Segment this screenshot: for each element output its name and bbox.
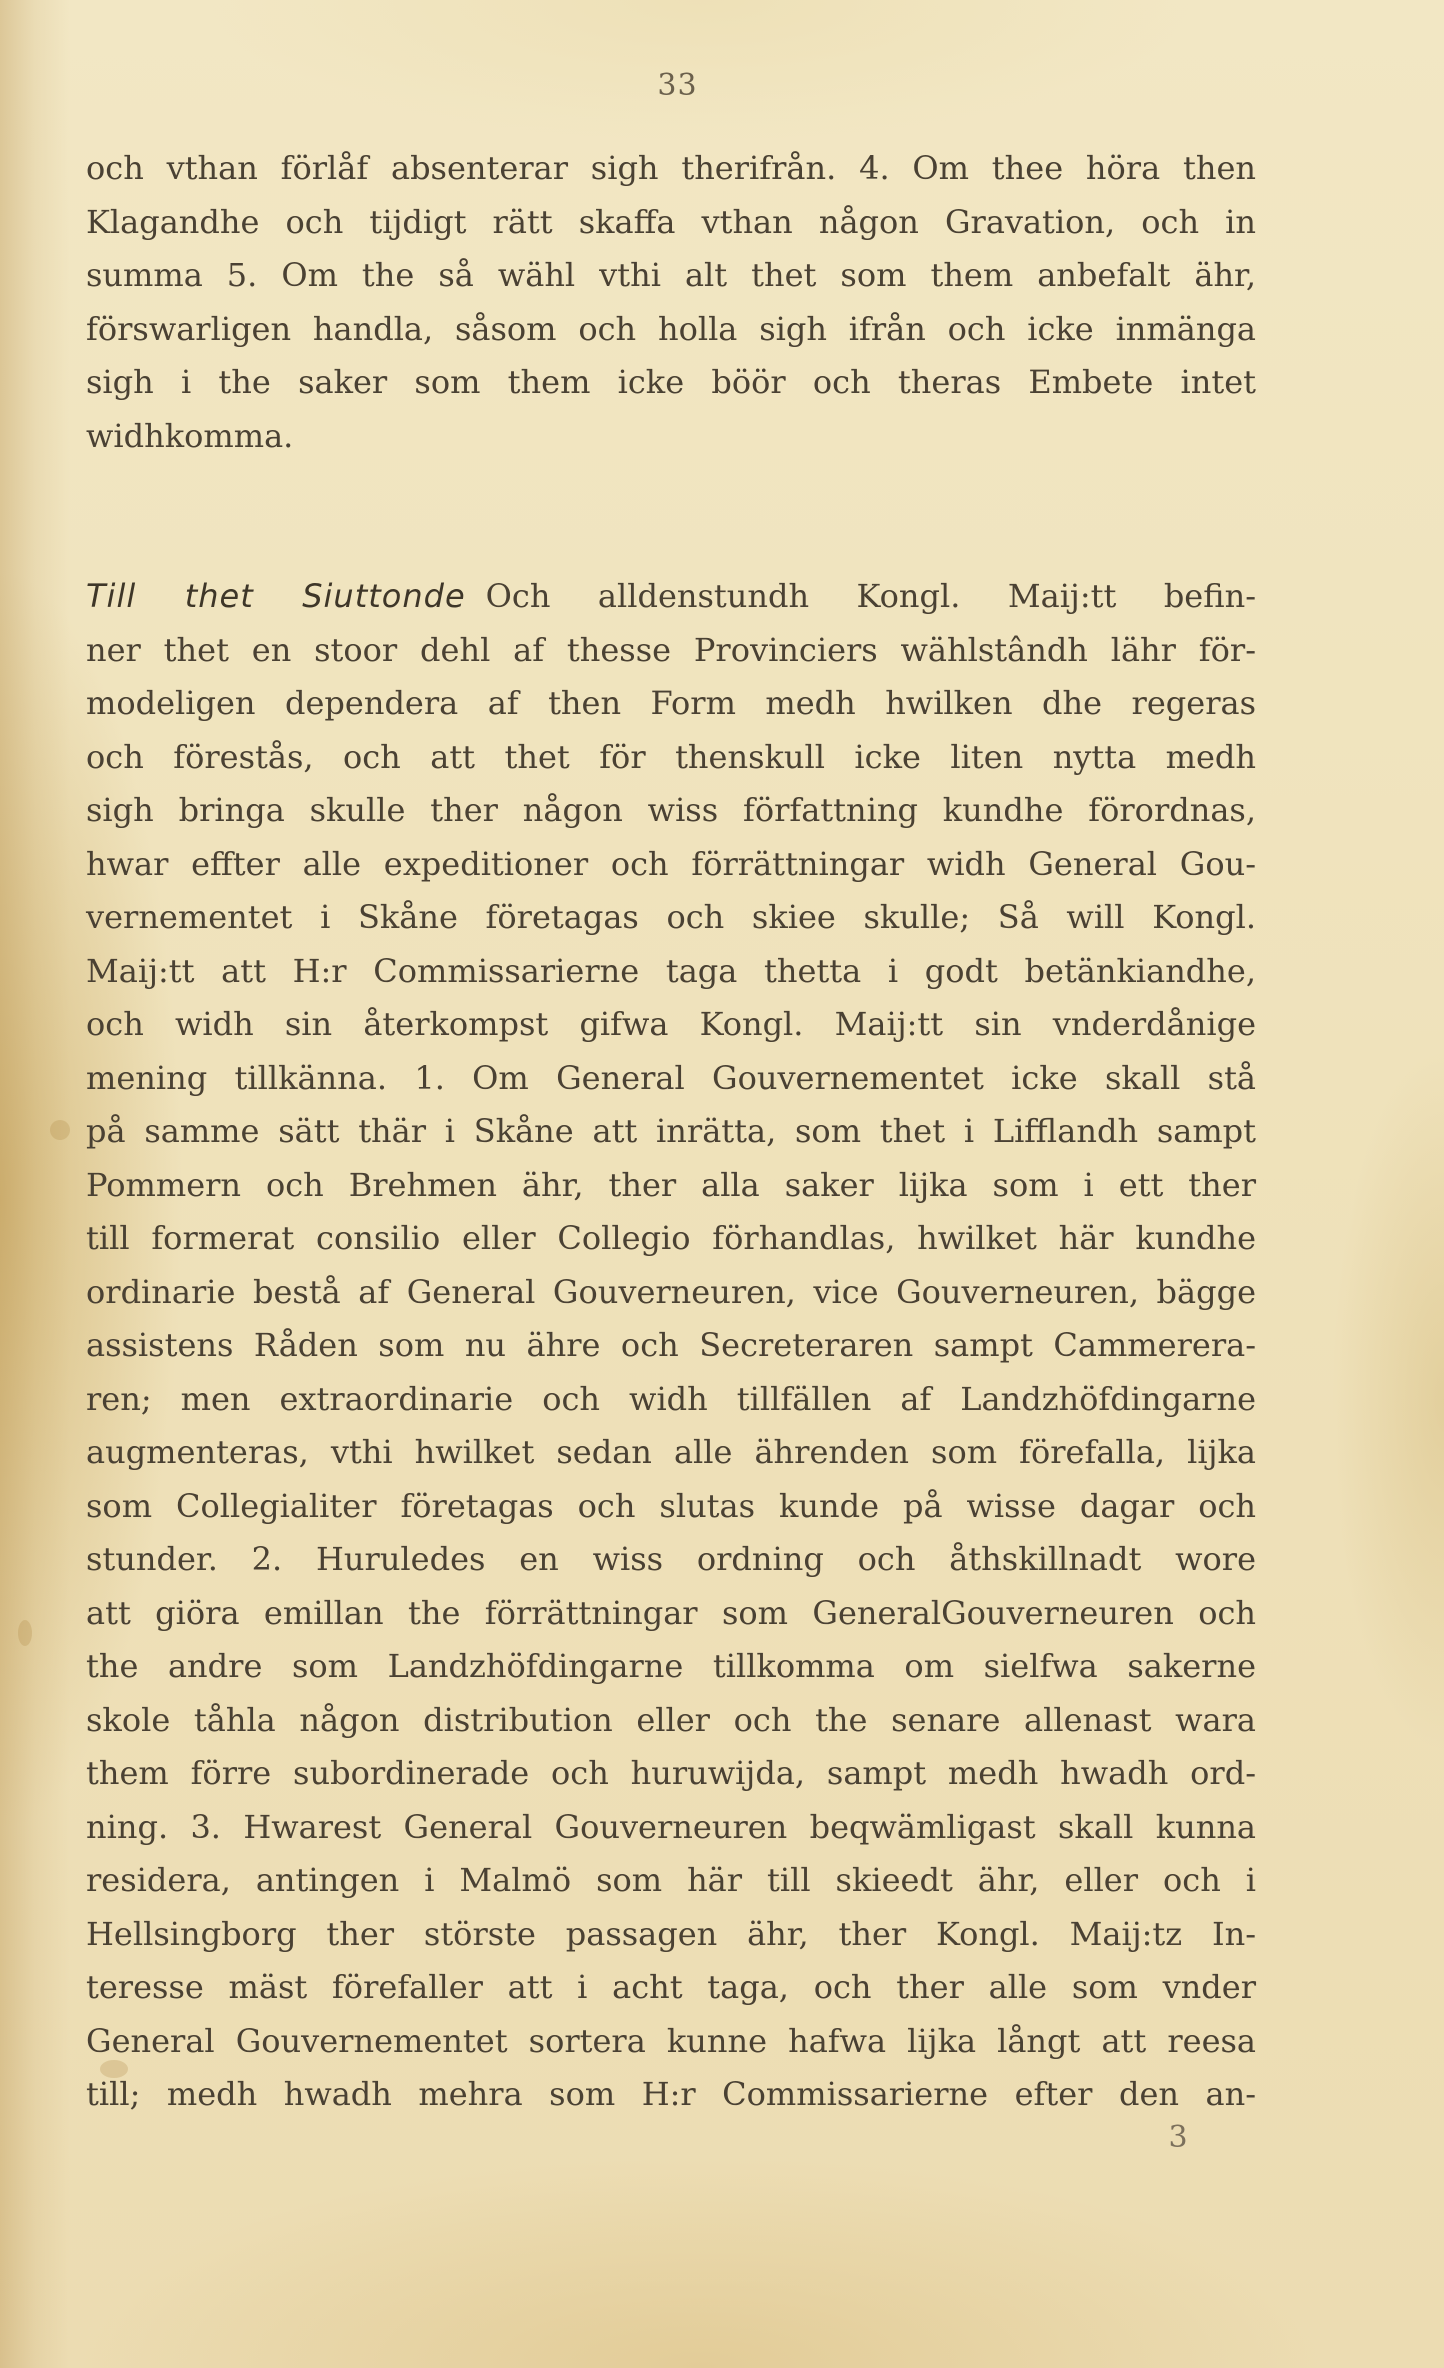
paragraph-line: teresse mäst förefaller att i acht taga, och ther alle som vnder [86,1968,1256,2006]
paragraph-line: sigh bringa skulle ther någon wiss författning kundhe förordnas, [86,791,1256,829]
paragraph-line: ner thet en stoor dehl af thesse Provinciers wählstândh lähr för- [86,630,1256,669]
paragraph-line: att giöra emillan the förrättningar som GeneralGouverneuren och [86,1593,1256,1632]
paragraph-line: widhkomma. [86,416,294,455]
paragraph-line: till formerat consilio eller Collegio förhandlas, hwilket här kundhe [86,1219,1256,1257]
paragraph-line: modeligen dependera af then Form medh hwilken dhe regeras [86,684,1256,722]
paragraph-line: ren; men extraordinarie och widh tillfällen af Landzhöfdingarne [86,1379,1256,1418]
paragraph-line: på samme sätt thär i Skåne att inrätta, som thet i Lifflandh sampt [86,1112,1256,1150]
paragraph-line: ordinarie bestå af General Gouverneuren, vice Gouverneuren, bägge [86,1272,1256,1311]
paragraph-line: hwar effter alle expeditioner och förrättningar widh General Gou- [86,844,1256,883]
paragraph-line: stunder. 2. Huruledes en wiss ordning och åthskillnadt wore [86,1540,1256,1578]
paragraph-line: summa 5. Om the så wähl vthi alt thet som them anbefalt ähr, [86,256,1256,294]
paragraph-line: till; medh hwadh mehra som H:r Commissarierne efter den an- [86,2075,1256,2113]
paragraph-1 [86,142,1256,463]
page-number: 33 [657,68,698,103]
paragraph-line: the andre som Landzhöfdingarne tillkomma om sielfwa sakerne [86,1647,1256,1685]
paragraph-line: assistens Råden som nu ähre och Secreteraren sampt Cammerera- [86,1326,1256,1364]
paragraph-line: sigh i the saker som them icke böör och theras Embete intet [86,363,1256,401]
paragraph-line: skole tåhla någon distribution eller och the senare allenast wara [86,1700,1256,1739]
paragraph-line: och widh sin återkompst gifwa Kongl. Maij:tt sin vnderdånige [86,1005,1256,1043]
paragraph-line: ning. 3. Hwarest General Gouverneuren beqwämligast skall kunna [86,1807,1256,1846]
heading-line-text: Och alldenstundh Kongl. Maij:tt befin- [485,577,1257,615]
page-fold-shadow [0,0,70,2368]
paper-stain [18,1620,32,1646]
paragraph-line [86,570,1256,624]
section-heading: Till thet Siuttonde [86,577,466,615]
paragraph-line: och förestås, och att thet för thenskull icke liten nytta medh [86,737,1256,776]
paragraph-line: Pommern och Brehmen ähr, ther alla saker lijka som i ett ther [86,1165,1256,1204]
paragraph-line: Hellsingborg ther störste passagen ähr, ther Kongl. Maij:tz In- [86,1914,1256,1953]
paragraph-2 [86,570,1256,2122]
paper-stain [50,1120,70,1140]
paragraph-line: augmenteras, vthi hwilket sedan alle ährenden som förefalla, lijka [86,1433,1256,1471]
paragraph-line: Maij:tt att H:r Commissarierne taga thetta i godt betänkiandhe, [86,951,1256,990]
paragraph-line: residera, antingen i Malmö som här till skieedt ähr, eller och i [86,1861,1256,1899]
paragraph-line: och vthan förlåf absenterar sigh therifrån. 4. Om thee höra then [86,149,1256,187]
catchword: 3 [1168,2120,1188,2155]
paragraph-line: vernementet i Skåne företagas och skiee skulle; Så will Kongl. [86,898,1256,936]
paragraph-line: General Gouvernementet sortera kunne hafwa lijka långt att reesa [86,2021,1256,2060]
paragraph-line: Klagandhe och tijdigt rätt skaffa vthan någon Gravation, och in [86,202,1256,241]
paragraph-line: them förre subordinerade och huruwijda, sampt medh hwadh ord- [86,1754,1256,1792]
paragraph-line: som Collegialiter företagas och slutas kunde på wisse dagar och [86,1486,1256,1525]
paragraph-line: förswarligen handla, såsom och holla sigh ifrån och icke inmänga [86,309,1256,348]
paragraph-line: mening tillkänna. 1. Om General Gouvernementet icke skall stå [86,1058,1256,1097]
